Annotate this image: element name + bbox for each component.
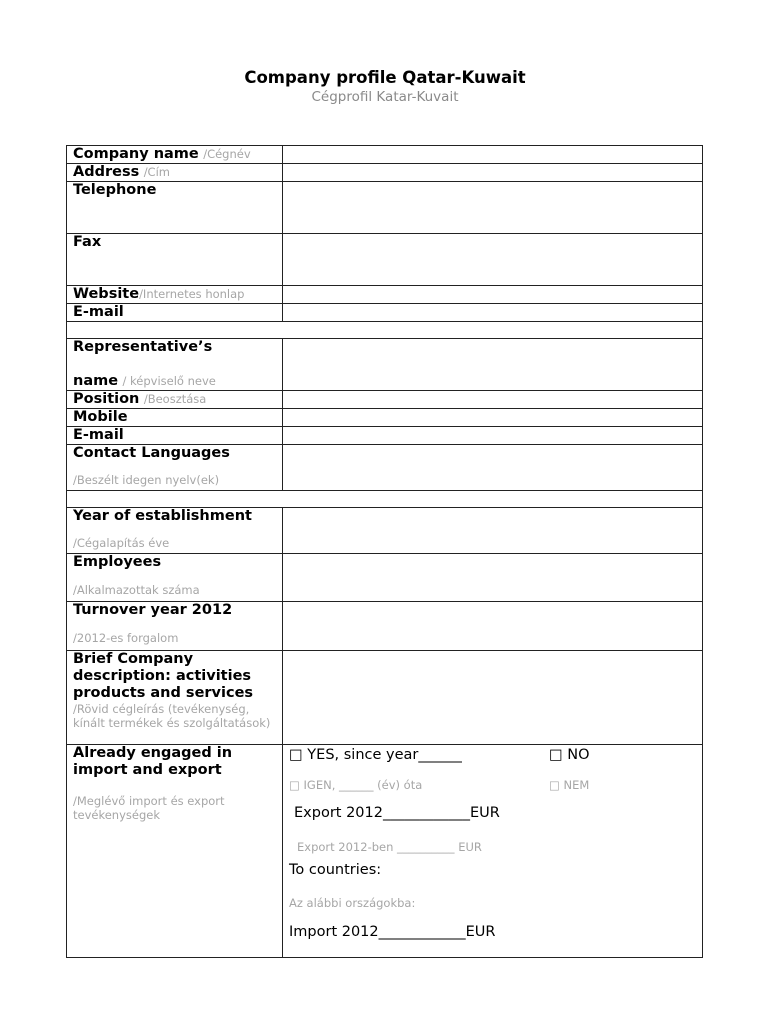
email2-label: E-mail [73, 427, 124, 443]
email2-label-cell [67, 427, 283, 445]
table-row [67, 445, 703, 491]
fax-label: Fax [73, 234, 102, 250]
position-label: Position [73, 391, 140, 407]
document-title: Company profile Qatar-Kuwait [244, 68, 526, 87]
mobile-label-cell [67, 409, 283, 427]
email-field[interactable] [283, 304, 703, 322]
yes-checkbox[interactable]: □ YES, since year______ [289, 747, 462, 763]
engaged-label-cell [67, 745, 283, 958]
countries-label: To countries: [289, 862, 382, 878]
year-est-label-cell [67, 508, 283, 554]
table-row [67, 745, 703, 958]
export-hu-label: Export 2012-ben __________ EUR [297, 840, 482, 854]
table-row [67, 234, 703, 286]
no-checkbox[interactable]: □ NO [549, 747, 590, 763]
brief-label: Brief Company description: activities products and services [73, 651, 254, 701]
mobile-label: Mobile [73, 409, 128, 425]
brief-field[interactable] [283, 651, 703, 745]
brief-hint: /Rövid cégleírás (tevékenység, kínált termékek és szolgáltatások) [73, 702, 271, 730]
website-label-cell [67, 286, 283, 304]
contact-lang-hint: /Beszélt idegen nyelv(ek) [73, 473, 220, 487]
table-row [67, 651, 703, 745]
brief-label-cell [67, 651, 283, 745]
employees-hint: /Alkalmazottak száma [73, 583, 200, 597]
rep-name-label-cell [67, 339, 283, 391]
fax-label-cell [67, 234, 283, 286]
email2-field[interactable] [283, 427, 703, 445]
telephone-field[interactable] [283, 182, 703, 234]
table-row [67, 322, 703, 339]
company-name-field[interactable] [283, 146, 703, 164]
company-name-hint: /Cégnév [203, 147, 251, 161]
table-row [67, 391, 703, 409]
table-row [67, 164, 703, 182]
telephone-label-cell [67, 182, 283, 234]
engaged-field-cell [283, 745, 703, 958]
year-est-field[interactable] [283, 508, 703, 554]
company-profile-table [66, 145, 703, 958]
turnover-field[interactable] [283, 602, 703, 651]
company-name-label-cell [67, 146, 283, 164]
position-hint: /Beosztása [143, 392, 207, 406]
table-row [67, 182, 703, 234]
table-row [67, 554, 703, 602]
employees-label: Employees [73, 554, 162, 570]
document-subtitle: Cégprofil Katar-Kuvait [311, 89, 459, 105]
telephone-label: Telephone [73, 182, 157, 198]
engaged-hint: /Meglévő import és export tevékenységek [73, 794, 225, 822]
export-field[interactable]: Export 2012____________EUR [294, 805, 500, 821]
year-est-hint: /Cégalapítás éve [73, 536, 170, 550]
turnover-label-cell [67, 602, 283, 651]
table-row [67, 409, 703, 427]
table-row [67, 602, 703, 651]
spacer-row [67, 322, 703, 339]
fax-field[interactable] [283, 234, 703, 286]
mobile-field[interactable] [283, 409, 703, 427]
employees-field[interactable] [283, 554, 703, 602]
table-row [67, 491, 703, 508]
yes-hu-label: □ IGEN, ______ (év) óta [289, 778, 423, 792]
turnover-label: Turnover year 2012 [73, 602, 233, 618]
position-label-cell [67, 391, 283, 409]
countries-hu-label: Az alábbi országokba: [289, 896, 416, 910]
rep-name-label-line1: Representative’s [73, 339, 213, 355]
company-name-label: Company name [73, 146, 199, 162]
table-row [67, 304, 703, 322]
address-label: Address [73, 164, 140, 180]
email-label-cell [67, 304, 283, 322]
spacer-row [67, 491, 703, 508]
no-hu-label: □ NEM [549, 778, 590, 792]
rep-name-label-line2: name [73, 373, 119, 389]
employees-label-cell [67, 554, 283, 602]
email-label: E-mail [73, 304, 124, 320]
table-row [67, 146, 703, 164]
table-row [67, 508, 703, 554]
rep-name-hint: / képviselő neve [122, 374, 216, 388]
position-field[interactable] [283, 391, 703, 409]
website-field[interactable] [283, 286, 703, 304]
contact-lang-label: Contact Languages [73, 445, 230, 461]
engaged-label: Already engaged in import and export [73, 745, 233, 778]
table-row [67, 286, 703, 304]
website-label: Website [73, 286, 140, 302]
turnover-hint: /2012-es forgalom [73, 631, 179, 645]
contact-lang-label-cell [67, 445, 283, 491]
website-hint: /Internetes honlap [139, 287, 245, 301]
contact-lang-field[interactable] [283, 445, 703, 491]
address-label-cell [67, 164, 283, 182]
table-row [67, 427, 703, 445]
address-hint: /Cím [143, 165, 170, 179]
year-est-label: Year of establishment [73, 508, 252, 524]
rep-name-field[interactable] [283, 339, 703, 391]
import-field[interactable]: Import 2012____________EUR [289, 924, 496, 940]
table-row [67, 339, 703, 391]
address-field[interactable] [283, 164, 703, 182]
